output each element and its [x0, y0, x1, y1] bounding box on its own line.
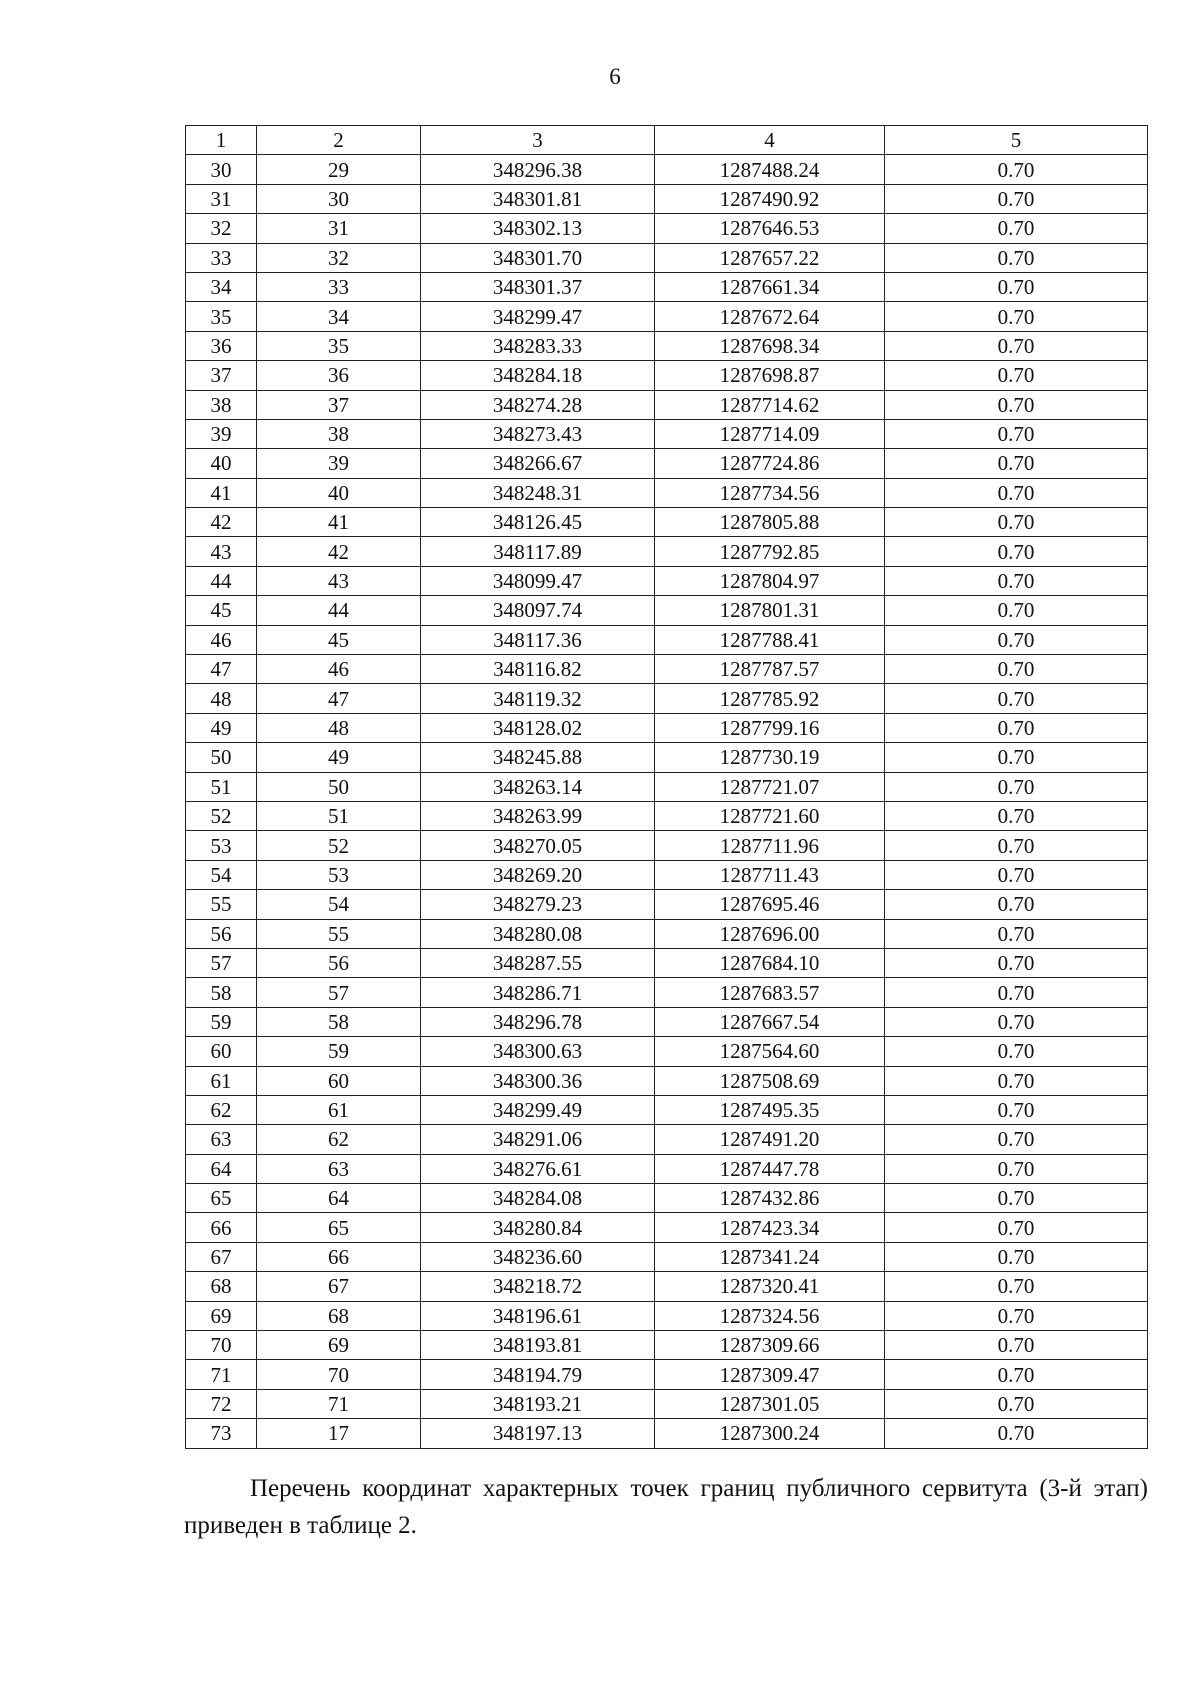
accuracy-cell: 0.70 — [885, 1389, 1148, 1418]
prev-point-cell: 37 — [257, 390, 421, 419]
prev-point-cell: 70 — [257, 1360, 421, 1389]
y-coordinate-cell: 1287714.62 — [655, 390, 885, 419]
y-coordinate-cell: 1287695.46 — [655, 890, 885, 919]
point-number-cell: 36 — [186, 331, 257, 360]
y-coordinate-cell: 1287300.24 — [655, 1419, 885, 1448]
prev-point-cell: 17 — [257, 1419, 421, 1448]
table-row — [186, 508, 1148, 537]
x-coordinate-cell: 348218.72 — [421, 1272, 655, 1301]
x-coordinate-cell: 348287.55 — [421, 948, 655, 977]
accuracy-cell: 0.70 — [885, 831, 1148, 860]
table-row — [186, 1066, 1148, 1095]
prev-point-cell: 57 — [257, 978, 421, 1007]
x-coordinate-cell: 348283.33 — [421, 331, 655, 360]
point-number-cell: 50 — [186, 743, 257, 772]
table-row — [186, 890, 1148, 919]
table-row — [186, 302, 1148, 331]
x-coordinate-cell: 348194.79 — [421, 1360, 655, 1389]
x-coordinate-cell: 348270.05 — [421, 831, 655, 860]
accuracy-cell: 0.70 — [885, 361, 1148, 390]
point-number-cell: 31 — [186, 184, 257, 213]
accuracy-cell: 0.70 — [885, 1360, 1148, 1389]
accuracy-cell: 0.70 — [885, 419, 1148, 448]
table-row — [186, 1007, 1148, 1036]
point-number-cell: 52 — [186, 801, 257, 830]
point-number-cell: 67 — [186, 1242, 257, 1271]
y-coordinate-cell: 1287792.85 — [655, 537, 885, 566]
prev-point-cell: 40 — [257, 478, 421, 507]
y-coordinate-cell: 1287788.41 — [655, 625, 885, 654]
y-coordinate-cell: 1287341.24 — [655, 1242, 885, 1271]
table-row — [186, 743, 1148, 772]
point-number-cell: 34 — [186, 272, 257, 301]
y-coordinate-cell: 1287301.05 — [655, 1389, 885, 1418]
table-row — [186, 214, 1148, 243]
x-coordinate-cell: 348299.47 — [421, 302, 655, 331]
table-row — [186, 1154, 1148, 1183]
x-coordinate-cell: 348276.61 — [421, 1154, 655, 1183]
point-number-cell: 71 — [186, 1360, 257, 1389]
table-row — [186, 419, 1148, 448]
table-row — [186, 919, 1148, 948]
accuracy-cell: 0.70 — [885, 1419, 1148, 1448]
table-row — [186, 1125, 1148, 1154]
prev-point-cell: 30 — [257, 184, 421, 213]
y-coordinate-cell: 1287490.92 — [655, 184, 885, 213]
x-coordinate-cell: 348269.20 — [421, 860, 655, 889]
x-coordinate-cell: 348236.60 — [421, 1242, 655, 1271]
y-coordinate-cell: 1287698.34 — [655, 331, 885, 360]
accuracy-cell: 0.70 — [885, 1301, 1148, 1330]
table-row — [186, 596, 1148, 625]
y-coordinate-cell: 1287711.96 — [655, 831, 885, 860]
y-coordinate-cell: 1287661.34 — [655, 272, 885, 301]
x-coordinate-cell: 348274.28 — [421, 390, 655, 419]
x-coordinate-cell: 348280.84 — [421, 1213, 655, 1242]
y-coordinate-cell: 1287488.24 — [655, 155, 885, 184]
x-coordinate-cell: 348197.13 — [421, 1419, 655, 1448]
table-row — [186, 860, 1148, 889]
table-row — [186, 449, 1148, 478]
x-coordinate-cell: 348301.70 — [421, 243, 655, 272]
prev-point-cell: 36 — [257, 361, 421, 390]
accuracy-cell: 0.70 — [885, 948, 1148, 977]
prev-point-cell: 50 — [257, 772, 421, 801]
prev-point-cell: 54 — [257, 890, 421, 919]
accuracy-cell: 0.70 — [885, 655, 1148, 684]
y-coordinate-cell: 1287684.10 — [655, 948, 885, 977]
table-row — [186, 1213, 1148, 1242]
table-row — [186, 1419, 1148, 1448]
point-number-cell: 64 — [186, 1154, 257, 1183]
point-number-cell: 41 — [186, 478, 257, 507]
table-row — [186, 331, 1148, 360]
point-number-cell: 32 — [186, 214, 257, 243]
table-row — [186, 537, 1148, 566]
y-coordinate-cell: 1287324.56 — [655, 1301, 885, 1330]
accuracy-cell: 0.70 — [885, 1037, 1148, 1066]
accuracy-cell: 0.70 — [885, 772, 1148, 801]
table-row — [186, 1331, 1148, 1360]
prev-point-cell: 41 — [257, 508, 421, 537]
y-coordinate-cell: 1287447.78 — [655, 1154, 885, 1183]
y-coordinate-cell: 1287799.16 — [655, 713, 885, 742]
accuracy-cell: 0.70 — [885, 1184, 1148, 1213]
x-coordinate-cell: 348284.08 — [421, 1184, 655, 1213]
x-coordinate-cell: 348117.89 — [421, 537, 655, 566]
accuracy-cell: 0.70 — [885, 508, 1148, 537]
accuracy-cell: 0.70 — [885, 1213, 1148, 1242]
table-row — [186, 625, 1148, 654]
table-row — [186, 684, 1148, 713]
table-row — [186, 831, 1148, 860]
y-coordinate-cell: 1287432.86 — [655, 1184, 885, 1213]
y-coordinate-cell: 1287508.69 — [655, 1066, 885, 1095]
accuracy-cell: 0.70 — [885, 1272, 1148, 1301]
point-number-cell: 42 — [186, 508, 257, 537]
prev-point-cell: 52 — [257, 831, 421, 860]
table-row — [186, 655, 1148, 684]
point-number-cell: 37 — [186, 361, 257, 390]
prev-point-cell: 47 — [257, 684, 421, 713]
table-row — [186, 155, 1148, 184]
point-number-cell: 48 — [186, 684, 257, 713]
prev-point-cell: 64 — [257, 1184, 421, 1213]
accuracy-cell: 0.70 — [885, 331, 1148, 360]
prev-point-cell: 35 — [257, 331, 421, 360]
table-row — [186, 1184, 1148, 1213]
prev-point-cell: 58 — [257, 1007, 421, 1036]
table-row — [186, 1272, 1148, 1301]
point-number-cell: 39 — [186, 419, 257, 448]
y-coordinate-cell: 1287491.20 — [655, 1125, 885, 1154]
accuracy-cell: 0.70 — [885, 919, 1148, 948]
x-coordinate-cell: 348280.08 — [421, 919, 655, 948]
accuracy-cell: 0.70 — [885, 214, 1148, 243]
table-row — [186, 478, 1148, 507]
x-coordinate-cell: 348193.81 — [421, 1331, 655, 1360]
y-coordinate-cell: 1287721.07 — [655, 772, 885, 801]
table-row — [186, 948, 1148, 977]
accuracy-cell: 0.70 — [885, 596, 1148, 625]
x-coordinate-cell: 348097.74 — [421, 596, 655, 625]
y-coordinate-cell: 1287320.41 — [655, 1272, 885, 1301]
accuracy-cell: 0.70 — [885, 713, 1148, 742]
y-coordinate-cell: 1287724.86 — [655, 449, 885, 478]
table-row — [186, 566, 1148, 595]
point-number-cell: 70 — [186, 1331, 257, 1360]
table-row — [186, 801, 1148, 830]
prev-point-cell: 29 — [257, 155, 421, 184]
accuracy-cell: 0.70 — [885, 302, 1148, 331]
prev-point-cell: 69 — [257, 1331, 421, 1360]
point-number-cell: 54 — [186, 860, 257, 889]
point-number-cell: 66 — [186, 1213, 257, 1242]
y-coordinate-cell: 1287801.31 — [655, 596, 885, 625]
accuracy-cell: 0.70 — [885, 625, 1148, 654]
prev-point-cell: 33 — [257, 272, 421, 301]
accuracy-cell: 0.70 — [885, 390, 1148, 419]
accuracy-cell: 0.70 — [885, 1125, 1148, 1154]
prev-point-cell: 48 — [257, 713, 421, 742]
prev-point-cell: 44 — [257, 596, 421, 625]
x-coordinate-cell: 348301.37 — [421, 272, 655, 301]
x-coordinate-cell: 348279.23 — [421, 890, 655, 919]
prev-point-cell: 46 — [257, 655, 421, 684]
x-coordinate-cell: 348119.32 — [421, 684, 655, 713]
accuracy-cell: 0.70 — [885, 1095, 1148, 1124]
accuracy-cell: 0.70 — [885, 1154, 1148, 1183]
footnote-paragraph: Перечень координат характерных точек границ публичного сервитута (3-й этап) приведен в таблице 2. — [184, 1475, 1148, 1539]
x-coordinate-cell: 348300.36 — [421, 1066, 655, 1095]
point-number-cell: 43 — [186, 537, 257, 566]
point-number-cell: 58 — [186, 978, 257, 1007]
y-coordinate-cell: 1287495.35 — [655, 1095, 885, 1124]
accuracy-cell: 0.70 — [885, 978, 1148, 1007]
point-number-cell: 55 — [186, 890, 257, 919]
x-coordinate-cell: 348296.38 — [421, 155, 655, 184]
prev-point-cell: 68 — [257, 1301, 421, 1330]
accuracy-cell: 0.70 — [885, 243, 1148, 272]
coordinates-table — [185, 125, 1148, 1449]
table-header-row — [186, 126, 1148, 155]
x-coordinate-cell: 348248.31 — [421, 478, 655, 507]
accuracy-cell: 0.70 — [885, 1331, 1148, 1360]
prev-point-cell: 39 — [257, 449, 421, 478]
point-number-cell: 40 — [186, 449, 257, 478]
y-coordinate-cell: 1287804.97 — [655, 566, 885, 595]
accuracy-cell: 0.70 — [885, 801, 1148, 830]
table-row — [186, 1095, 1148, 1124]
x-coordinate-cell: 348266.67 — [421, 449, 655, 478]
accuracy-cell: 0.70 — [885, 1007, 1148, 1036]
accuracy-cell: 0.70 — [885, 684, 1148, 713]
prev-point-cell: 65 — [257, 1213, 421, 1242]
prev-point-cell: 62 — [257, 1125, 421, 1154]
prev-point-cell: 67 — [257, 1272, 421, 1301]
prev-point-cell: 60 — [257, 1066, 421, 1095]
prev-point-cell: 38 — [257, 419, 421, 448]
table-row — [186, 1242, 1148, 1271]
point-number-cell: 46 — [186, 625, 257, 654]
x-coordinate-cell: 348117.36 — [421, 625, 655, 654]
x-coordinate-cell: 348193.21 — [421, 1389, 655, 1418]
y-coordinate-cell: 1287423.34 — [655, 1213, 885, 1242]
accuracy-cell: 0.70 — [885, 272, 1148, 301]
y-coordinate-cell: 1287730.19 — [655, 743, 885, 772]
y-coordinate-cell: 1287698.87 — [655, 361, 885, 390]
x-coordinate-cell: 348263.14 — [421, 772, 655, 801]
point-number-cell: 44 — [186, 566, 257, 595]
table-row — [186, 1037, 1148, 1066]
x-coordinate-cell: 348299.49 — [421, 1095, 655, 1124]
point-number-cell: 57 — [186, 948, 257, 977]
accuracy-cell: 0.70 — [885, 1066, 1148, 1095]
point-number-cell: 59 — [186, 1007, 257, 1036]
x-coordinate-cell: 348196.61 — [421, 1301, 655, 1330]
prev-point-cell: 56 — [257, 948, 421, 977]
point-number-cell: 47 — [186, 655, 257, 684]
y-coordinate-cell: 1287683.57 — [655, 978, 885, 1007]
table-row — [186, 772, 1148, 801]
accuracy-cell: 0.70 — [885, 890, 1148, 919]
prev-point-cell: 43 — [257, 566, 421, 595]
prev-point-cell: 42 — [257, 537, 421, 566]
x-coordinate-cell: 348302.13 — [421, 214, 655, 243]
header-cell: 2 — [257, 126, 421, 155]
x-coordinate-cell: 348284.18 — [421, 361, 655, 390]
accuracy-cell: 0.70 — [885, 566, 1148, 595]
x-coordinate-cell: 348099.47 — [421, 566, 655, 595]
table-row — [186, 978, 1148, 1007]
prev-point-cell: 49 — [257, 743, 421, 772]
point-number-cell: 61 — [186, 1066, 257, 1095]
table-row — [186, 361, 1148, 390]
prev-point-cell: 63 — [257, 1154, 421, 1183]
x-coordinate-cell: 348273.43 — [421, 419, 655, 448]
point-number-cell: 35 — [186, 302, 257, 331]
prev-point-cell: 59 — [257, 1037, 421, 1066]
point-number-cell: 45 — [186, 596, 257, 625]
y-coordinate-cell: 1287696.00 — [655, 919, 885, 948]
point-number-cell: 60 — [186, 1037, 257, 1066]
x-coordinate-cell: 348263.99 — [421, 801, 655, 830]
y-coordinate-cell: 1287721.60 — [655, 801, 885, 830]
point-number-cell: 30 — [186, 155, 257, 184]
y-coordinate-cell: 1287309.66 — [655, 1331, 885, 1360]
table-row — [186, 1301, 1148, 1330]
prev-point-cell: 51 — [257, 801, 421, 830]
point-number-cell: 73 — [186, 1419, 257, 1448]
y-coordinate-cell: 1287564.60 — [655, 1037, 885, 1066]
y-coordinate-cell: 1287667.54 — [655, 1007, 885, 1036]
prev-point-cell: 71 — [257, 1389, 421, 1418]
coordinates-table-body — [186, 126, 1148, 1449]
table-row — [186, 272, 1148, 301]
x-coordinate-cell: 348301.81 — [421, 184, 655, 213]
point-number-cell: 53 — [186, 831, 257, 860]
header-cell: 3 — [421, 126, 655, 155]
y-coordinate-cell: 1287309.47 — [655, 1360, 885, 1389]
prev-point-cell: 66 — [257, 1242, 421, 1271]
table-row — [186, 243, 1148, 272]
y-coordinate-cell: 1287734.56 — [655, 478, 885, 507]
point-number-cell: 33 — [186, 243, 257, 272]
header-cell: 4 — [655, 126, 885, 155]
header-cell: 5 — [885, 126, 1148, 155]
prev-point-cell: 45 — [257, 625, 421, 654]
accuracy-cell: 0.70 — [885, 155, 1148, 184]
point-number-cell: 72 — [186, 1389, 257, 1418]
x-coordinate-cell: 348291.06 — [421, 1125, 655, 1154]
prev-point-cell: 31 — [257, 214, 421, 243]
y-coordinate-cell: 1287785.92 — [655, 684, 885, 713]
prev-point-cell: 34 — [257, 302, 421, 331]
page-number: 6 — [609, 64, 621, 89]
table-row — [186, 1360, 1148, 1389]
accuracy-cell: 0.70 — [885, 449, 1148, 478]
point-number-cell: 68 — [186, 1272, 257, 1301]
accuracy-cell: 0.70 — [885, 537, 1148, 566]
prev-point-cell: 55 — [257, 919, 421, 948]
point-number-cell: 65 — [186, 1184, 257, 1213]
point-number-cell: 62 — [186, 1095, 257, 1124]
y-coordinate-cell: 1287711.43 — [655, 860, 885, 889]
table-row — [186, 184, 1148, 213]
accuracy-cell: 0.70 — [885, 184, 1148, 213]
y-coordinate-cell: 1287657.22 — [655, 243, 885, 272]
point-number-cell: 69 — [186, 1301, 257, 1330]
accuracy-cell: 0.70 — [885, 860, 1148, 889]
accuracy-cell: 0.70 — [885, 1242, 1148, 1271]
point-number-cell: 63 — [186, 1125, 257, 1154]
x-coordinate-cell: 348128.02 — [421, 713, 655, 742]
point-number-cell: 49 — [186, 713, 257, 742]
x-coordinate-cell: 348296.78 — [421, 1007, 655, 1036]
y-coordinate-cell: 1287714.09 — [655, 419, 885, 448]
prev-point-cell: 61 — [257, 1095, 421, 1124]
prev-point-cell: 32 — [257, 243, 421, 272]
header-cell: 1 — [186, 126, 257, 155]
accuracy-cell: 0.70 — [885, 478, 1148, 507]
x-coordinate-cell: 348300.63 — [421, 1037, 655, 1066]
y-coordinate-cell: 1287787.57 — [655, 655, 885, 684]
table-row — [186, 713, 1148, 742]
y-coordinate-cell: 1287646.53 — [655, 214, 885, 243]
y-coordinate-cell: 1287672.64 — [655, 302, 885, 331]
x-coordinate-cell: 348286.71 — [421, 978, 655, 1007]
point-number-cell: 51 — [186, 772, 257, 801]
x-coordinate-cell: 348245.88 — [421, 743, 655, 772]
accuracy-cell: 0.70 — [885, 743, 1148, 772]
x-coordinate-cell: 348116.82 — [421, 655, 655, 684]
point-number-cell: 38 — [186, 390, 257, 419]
point-number-cell: 56 — [186, 919, 257, 948]
prev-point-cell: 53 — [257, 860, 421, 889]
table-row — [186, 1389, 1148, 1418]
y-coordinate-cell: 1287805.88 — [655, 508, 885, 537]
x-coordinate-cell: 348126.45 — [421, 508, 655, 537]
table-row — [186, 390, 1148, 419]
